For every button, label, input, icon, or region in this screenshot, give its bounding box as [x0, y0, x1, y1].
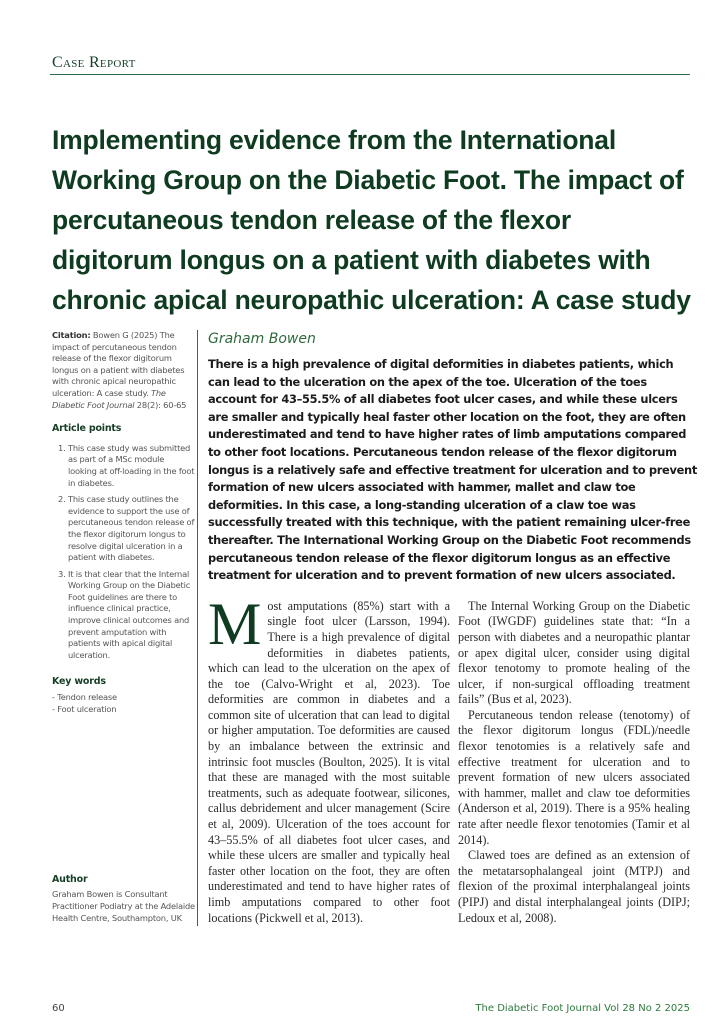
article	[52, 120, 697, 926]
citation-journal: The Diabetic Foot Journal	[52, 387, 166, 410]
body-column-1	[208, 590, 450, 926]
author-bio: Graham Bowen is Consultant Practitioner Podiatry at the Adelaide Health Centre, Southampton, UK	[52, 889, 195, 923]
body-paragraph: Percutaneous tendon release (tenotomy) of the flexor digitorum longus (FDL)/needle flexor tenotomies is a relatively safe and effective treatment for ulceration and to prevent formation of new ulcers associated with hammer, mallet and claw toe deformities (Anderson et al, 2019). There is a 95% healing rate after needle flexor tenotomies (Tamir et al 2014).	[458, 707, 690, 847]
author-name: Graham Bowen	[208, 331, 316, 347]
article-point: 1. This case study was submitted as part of a MSc module looking at off-loading in the foot in diabetes.	[68, 443, 195, 489]
article-points-list	[52, 443, 195, 667]
journal-footer: The Diabetic Foot Journal Vol 28 No 2 2025	[475, 1003, 690, 1014]
body-paragraph: The Internal Working Group on the Diabetic Foot (IWGDF) guidelines state that: “In a person with diabetes and a neuropathic plantar or apex digital ulcer, consider using digital flexor tenotomy to promote healing of the ulcer, if non-surgical offloading treatment fails” (Bus et al, 2023).	[458, 598, 690, 707]
sidebar	[52, 330, 198, 926]
article-point: 3. It is that clear that the Internal Working Group on the Diabetic Foot guidelines are there to influence clinical practice, improve clinical outcomes and prevent amputation with patients with apical digital ulceration.	[68, 569, 195, 662]
body-columns	[208, 590, 697, 926]
keywords-heading: Key words	[52, 676, 106, 688]
keyword: - Tendon release	[52, 692, 117, 703]
abstract: There is a high prevalence of digital deformities in diabetes patients, which can lead to the ulceration on the apex of the toe. Ulceration of the toes account for 43–55.5% of all diabetes foot ulcer cases, and while these ulcers are smaller and typically heal faster other location on the foot, they are often underestimated and tend to have higher rates of limb amputations compared to other foot locations. Percutaneous tendon release of the flexor digitorum longus is a relatively safe and effective treatment for ulceration and to prevent formation of new ulcers associated with hammer, mallet and claw toe deformities. In this case, a long-standing ulceration of a claw toe was successfully treated with this technique, with the patient remaining ulcer-free thereafter. The International Working Group on the Diabetic Foot recommends percutaneous tendon release of the flexor digitorum longus as an effective treatment for ulceration and to prevent formation of new ulcers associated.	[208, 357, 697, 583]
citation	[52, 330, 195, 411]
page-number: 60	[52, 1003, 65, 1014]
article-title: Implementing evidence from the International Working Group on the Diabetic Foot. The impact of percutaneous tendon release of the flexor digitorum longus on a patient with diabetes with chronic apical neuropathic ulceration: A case study	[52, 125, 691, 315]
main-content	[198, 330, 697, 926]
keywords	[52, 676, 195, 715]
header-rule	[50, 74, 690, 75]
drop-cap: M	[208, 590, 262, 657]
citation-text: Bowen G (2025) The impact of percutaneous tendon release of the flexor digitorum longus on a patient with diabetes with chronic apical neuropathic ulceration: A case study.	[52, 330, 185, 398]
body-paragraph	[208, 590, 450, 926]
article-points-heading: Article points	[52, 423, 122, 435]
article-body-row	[52, 330, 697, 926]
section-label: Case Report	[52, 54, 136, 71]
body-paragraph-text: ost amputations (85%) start with a single foot ulcer (Larsson, 1994). There is a high prevalence of digital deformities in diabetes patients, which can lead to the ulceration on the apex of the toe (Calvo-Wright et al, 2023). Toe deformities are common in diabetes and a common site of ulceration that can lead to digital or higher amputation. Toe deformities are caused by an imbalance between the extrinsic and intrinsic foot muscles (Boulton, 2025). It is vital that these are managed with the most suitable treatments, such as adequate footwear, silicones, callus debridement and ulcer management (Scire et al, 2009). Ulceration of the toes account for 43–55.5% of all diabetes foot ulcer cases, and while these ulcers are smaller and typically heal faster other location on the foot, they are often underestimated and tend to have higher rates of limb amputations compared to other foot locations (Pickwell et al, 2013).	[208, 598, 450, 925]
body-column-2	[458, 599, 690, 926]
citation-label: Citation:	[52, 330, 91, 340]
author-heading: Author	[52, 873, 88, 885]
author-info	[52, 858, 195, 926]
citation-ref: 28(2): 60-65	[134, 399, 187, 410]
body-paragraph: Clawed toes are defined as an extension of the metatarsophalangeal joint (MTPJ) and flexion of the proximal interphalangeal joints (PIPJ) and distal interphalangeal joints (DIPJ; Ledoux et al, 2008).	[458, 848, 690, 925]
keyword: - Foot ulceration	[52, 703, 117, 714]
article-point: 2. This case study outlines the evidence to support the use of percutaneous tendon release of the flexor digitorum longus to resolve digital ulceration in a patient with diabetes.	[68, 494, 195, 564]
